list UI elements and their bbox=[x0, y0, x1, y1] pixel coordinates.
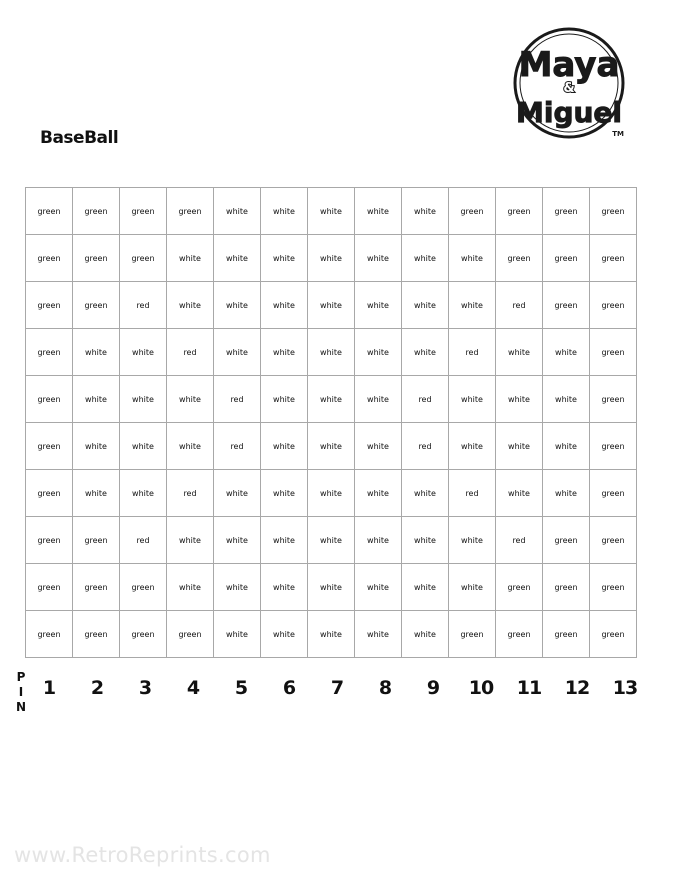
grid-cell: green bbox=[120, 235, 167, 282]
grid-row bbox=[26, 188, 637, 235]
grid-cell: white bbox=[402, 564, 449, 611]
grid-cell: white bbox=[120, 329, 167, 376]
grid-cell: white bbox=[402, 517, 449, 564]
grid-cell: green bbox=[26, 517, 73, 564]
grid-cell: white bbox=[214, 188, 261, 235]
grid-cell: white bbox=[261, 188, 308, 235]
pin-label-letter: P bbox=[16, 670, 26, 684]
grid-cell: green bbox=[543, 235, 590, 282]
grid-cell: green bbox=[73, 235, 120, 282]
grid-cell: green bbox=[26, 470, 73, 517]
grid-cell: white bbox=[261, 235, 308, 282]
grid-cell: white bbox=[543, 329, 590, 376]
pin-label-letter: I bbox=[18, 685, 24, 699]
grid-cell: red bbox=[402, 423, 449, 470]
grid-cell: white bbox=[355, 470, 402, 517]
grid-cell: white bbox=[73, 376, 120, 423]
maya-and-miguel-logo bbox=[512, 26, 630, 144]
svg-text:&: & bbox=[563, 81, 575, 96]
grid-cell: green bbox=[543, 517, 590, 564]
grid-cell: red bbox=[120, 282, 167, 329]
grid-cell: green bbox=[590, 423, 637, 470]
grid-cell: green bbox=[26, 282, 73, 329]
grid-cell: white bbox=[449, 376, 496, 423]
grid-cell: white bbox=[449, 517, 496, 564]
grid-row bbox=[26, 235, 637, 282]
grid-cell: white bbox=[308, 188, 355, 235]
grid-cell: green bbox=[590, 470, 637, 517]
grid-cell: green bbox=[449, 188, 496, 235]
pin-number: 2 bbox=[90, 677, 104, 699]
grid-cell: white bbox=[308, 611, 355, 658]
grid-cell: white bbox=[496, 329, 543, 376]
grid-cell: white bbox=[261, 564, 308, 611]
pin-number: 3 bbox=[138, 677, 152, 699]
grid-cell: white bbox=[355, 329, 402, 376]
grid-row bbox=[26, 564, 637, 611]
grid-row bbox=[26, 517, 637, 564]
grid-cell: white bbox=[308, 329, 355, 376]
grid-cell: white bbox=[120, 376, 167, 423]
grid-cell: green bbox=[73, 611, 120, 658]
grid-cell: red bbox=[496, 517, 543, 564]
pin-number: 7 bbox=[330, 677, 344, 699]
grid-row bbox=[26, 423, 637, 470]
grid-cell: green bbox=[543, 282, 590, 329]
pin-number: 11 bbox=[516, 677, 542, 699]
grid-cell: white bbox=[402, 329, 449, 376]
grid-cell: white bbox=[402, 611, 449, 658]
grid-cell: green bbox=[590, 235, 637, 282]
grid-cell: white bbox=[543, 423, 590, 470]
grid-cell: green bbox=[496, 235, 543, 282]
pin-number: 10 bbox=[468, 677, 494, 699]
pin-number: 4 bbox=[186, 677, 200, 699]
grid-cell: white bbox=[449, 282, 496, 329]
grid-cell: white bbox=[355, 235, 402, 282]
grid-cell: white bbox=[543, 470, 590, 517]
grid-cell: white bbox=[308, 423, 355, 470]
grid-cell: white bbox=[402, 470, 449, 517]
grid-cell: white bbox=[73, 423, 120, 470]
grid-cell: white bbox=[73, 329, 120, 376]
grid-cell: green bbox=[543, 564, 590, 611]
grid-cell: white bbox=[355, 564, 402, 611]
grid-cell: white bbox=[308, 564, 355, 611]
grid-cell: white bbox=[167, 564, 214, 611]
grid-cell: white bbox=[308, 376, 355, 423]
pin-number: 1 bbox=[42, 677, 56, 699]
grid-cell: green bbox=[496, 564, 543, 611]
grid-cell: green bbox=[73, 188, 120, 235]
grid-cell: green bbox=[26, 235, 73, 282]
grid-cell: white bbox=[167, 282, 214, 329]
grid-cell: green bbox=[590, 188, 637, 235]
grid-cell: white bbox=[449, 423, 496, 470]
grid-cell: white bbox=[261, 470, 308, 517]
grid-cell: red bbox=[167, 329, 214, 376]
grid-cell: white bbox=[214, 470, 261, 517]
pin-number: 9 bbox=[426, 677, 440, 699]
pin-number: 6 bbox=[282, 677, 296, 699]
grid-cell: white bbox=[308, 517, 355, 564]
page-title: BaseBall bbox=[40, 128, 119, 148]
grid-row bbox=[26, 282, 637, 329]
pin-number: 8 bbox=[378, 677, 392, 699]
grid-cell: green bbox=[449, 611, 496, 658]
pin-number: 12 bbox=[564, 677, 590, 699]
grid-cell: green bbox=[26, 329, 73, 376]
grid-cell: green bbox=[590, 517, 637, 564]
grid-cell: white bbox=[120, 423, 167, 470]
grid-cell: white bbox=[308, 470, 355, 517]
grid-cell: white bbox=[120, 470, 167, 517]
grid-cell: white bbox=[355, 423, 402, 470]
grid-cell: white bbox=[449, 564, 496, 611]
grid-cell: green bbox=[590, 329, 637, 376]
grid-cell: white bbox=[214, 329, 261, 376]
grid-cell: green bbox=[543, 188, 590, 235]
grid-cell: white bbox=[214, 235, 261, 282]
grid-cell: white bbox=[355, 376, 402, 423]
grid-cell: red bbox=[496, 282, 543, 329]
grid-cell: red bbox=[449, 470, 496, 517]
grid-cell: white bbox=[214, 282, 261, 329]
grid-cell: green bbox=[496, 188, 543, 235]
grid-cell: red bbox=[449, 329, 496, 376]
grid-cell: green bbox=[73, 517, 120, 564]
grid-cell: white bbox=[214, 564, 261, 611]
grid-cell: green bbox=[167, 188, 214, 235]
grid-cell: white bbox=[402, 235, 449, 282]
grid-cell: green bbox=[590, 564, 637, 611]
grid-cell: white bbox=[402, 282, 449, 329]
pin-number-row bbox=[25, 677, 649, 699]
grid-cell: green bbox=[26, 423, 73, 470]
pin-label-letter: N bbox=[15, 700, 27, 714]
grid-row bbox=[26, 470, 637, 517]
grid-cell: white bbox=[261, 376, 308, 423]
grid-cell: white bbox=[261, 329, 308, 376]
grid-cell: red bbox=[120, 517, 167, 564]
grid-cell: green bbox=[590, 282, 637, 329]
grid-cell: green bbox=[73, 282, 120, 329]
grid-row bbox=[26, 329, 637, 376]
grid-cell: green bbox=[73, 564, 120, 611]
grid-cell: white bbox=[167, 235, 214, 282]
grid-cell: red bbox=[214, 423, 261, 470]
grid-row bbox=[26, 611, 637, 658]
grid-cell: green bbox=[120, 188, 167, 235]
grid-cell: white bbox=[261, 423, 308, 470]
grid-cell: white bbox=[214, 517, 261, 564]
grid-cell: white bbox=[214, 611, 261, 658]
grid-cell: green bbox=[26, 376, 73, 423]
grid-cell: white bbox=[402, 188, 449, 235]
grid-cell: white bbox=[355, 282, 402, 329]
grid-cell: white bbox=[355, 517, 402, 564]
grid-cell: green bbox=[26, 611, 73, 658]
grid-cell: white bbox=[73, 470, 120, 517]
grid-cell: green bbox=[120, 564, 167, 611]
grid-cell: white bbox=[261, 611, 308, 658]
grid-cell: white bbox=[355, 188, 402, 235]
grid-cell: green bbox=[120, 611, 167, 658]
grid-cell: green bbox=[167, 611, 214, 658]
grid-cell: white bbox=[543, 376, 590, 423]
grid-cell: white bbox=[308, 235, 355, 282]
pin-number: 13 bbox=[612, 677, 638, 699]
svg-text:TM: TM bbox=[612, 130, 624, 138]
pattern-grid bbox=[25, 187, 637, 658]
watermark: www.RetroReprints.com bbox=[14, 843, 271, 867]
grid-row bbox=[26, 376, 637, 423]
grid-cell: red bbox=[402, 376, 449, 423]
grid-cell: green bbox=[590, 376, 637, 423]
pin-number: 5 bbox=[234, 677, 248, 699]
grid-cell: red bbox=[214, 376, 261, 423]
grid-cell: white bbox=[355, 611, 402, 658]
svg-text:Miguel: Miguel bbox=[515, 96, 623, 129]
grid-cell: red bbox=[167, 470, 214, 517]
grid-cell: white bbox=[449, 235, 496, 282]
grid-cell: white bbox=[496, 470, 543, 517]
grid-cell: white bbox=[496, 423, 543, 470]
grid-cell: white bbox=[167, 423, 214, 470]
grid-cell: white bbox=[167, 517, 214, 564]
grid-cell: green bbox=[543, 611, 590, 658]
grid-cell: white bbox=[308, 282, 355, 329]
grid-cell: white bbox=[261, 517, 308, 564]
grid-cell: white bbox=[167, 376, 214, 423]
svg-text:Maya: Maya bbox=[518, 45, 620, 85]
grid-cell: green bbox=[590, 611, 637, 658]
grid-cell: white bbox=[496, 376, 543, 423]
grid-cell: white bbox=[261, 282, 308, 329]
grid-cell: green bbox=[26, 564, 73, 611]
grid-cell: green bbox=[496, 611, 543, 658]
grid-cell: green bbox=[26, 188, 73, 235]
